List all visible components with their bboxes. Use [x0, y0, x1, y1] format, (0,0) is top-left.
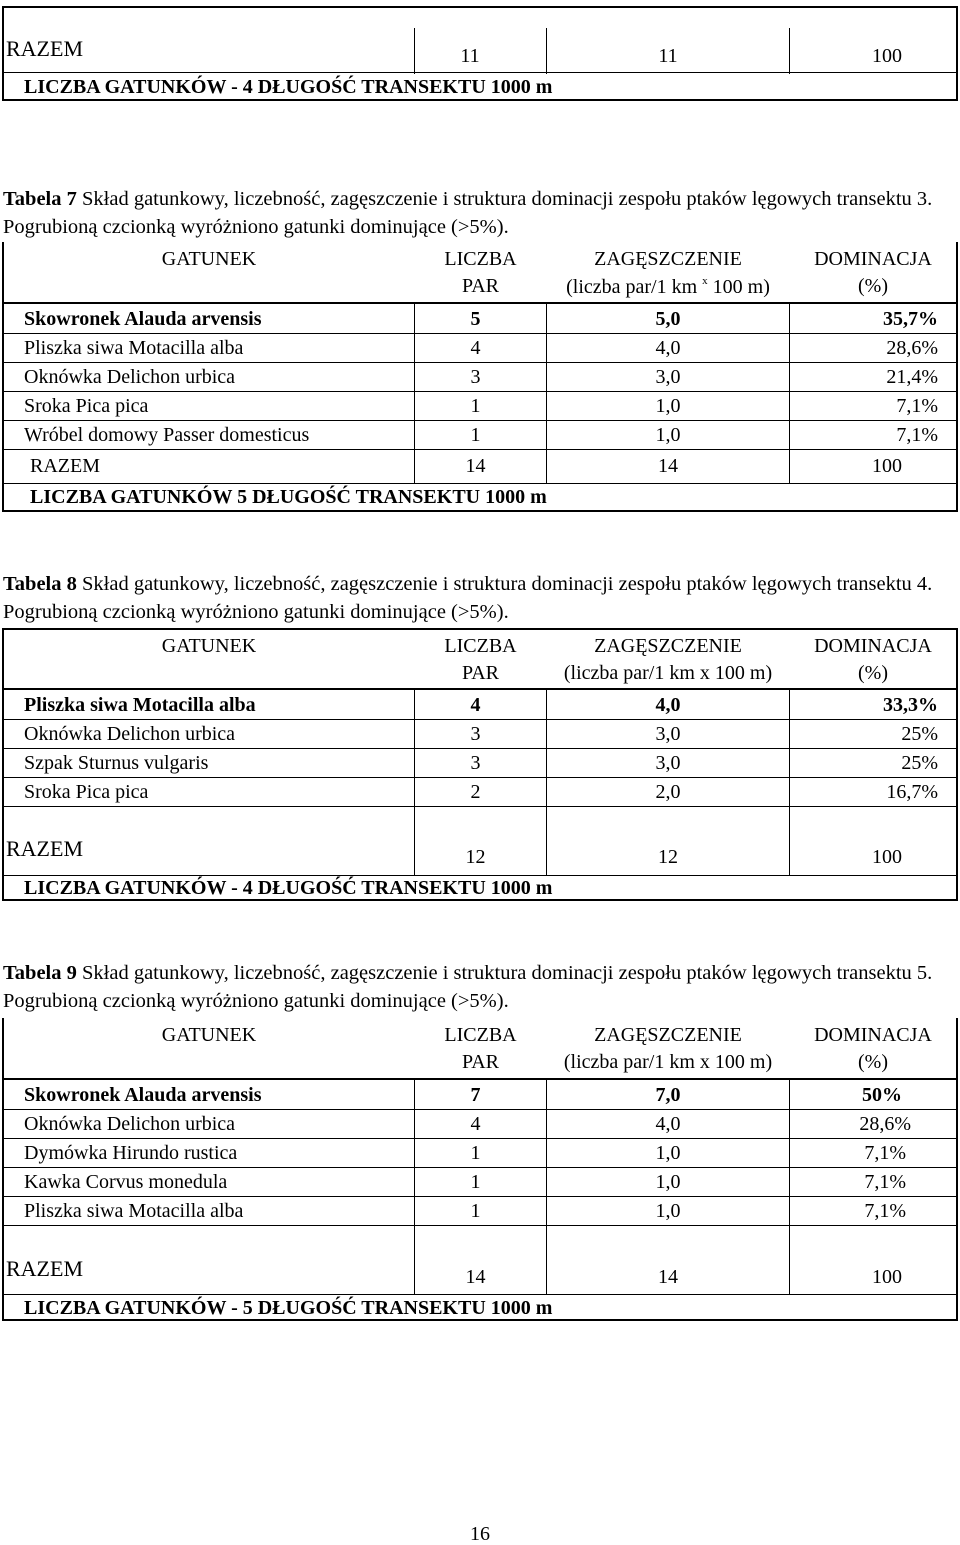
header-par: PAR: [461, 275, 500, 297]
razem-zageszczenie: 11: [658, 45, 678, 67]
table-footer: LICZBA GATUNKÓW - 4 DŁUGOŚĆ TRANSEKTU 1000 m: [24, 877, 553, 899]
cell-liczba: 4: [470, 337, 481, 359]
cell-gatunek: Sroka Pica pica: [24, 781, 149, 803]
header-zageszczenie-unit: (liczba par/1 km $^x$ 100 m): [566, 275, 770, 298]
header-dominacja: DOMINACJA: [814, 635, 932, 657]
caption-label: Tabela 8: [3, 573, 77, 595]
table-caption: [3, 570, 957, 626]
cell-dominacja: 7,1%: [896, 424, 938, 446]
cell-dominacja: 21,4%: [886, 366, 938, 388]
caption-label: Tabela 7: [3, 188, 77, 210]
cell-liczba: 3: [470, 723, 481, 745]
cell-gatunek: Pliszka siwa Motacilla alba: [24, 694, 256, 716]
cell-dominacja: 33,3%: [883, 694, 938, 716]
razem-dominacja: 100: [872, 1266, 902, 1288]
cell-gatunek: Skowronek Alauda arvensis: [24, 1084, 262, 1106]
table-caption: [3, 959, 957, 1015]
cell-gatunek: Skowronek Alauda arvensis: [24, 308, 262, 330]
cell-zageszczenie: 5,0: [655, 308, 681, 330]
cell-dominacja: 16,7%: [886, 781, 938, 803]
cell-liczba: 3: [470, 366, 481, 388]
cell-zageszczenie: 7,0: [655, 1084, 681, 1106]
cell-liczba: 3: [470, 752, 481, 774]
cell-gatunek: Pliszka siwa Motacilla alba: [24, 337, 244, 359]
caption-text: Skład gatunkowy, liczebność, zagęszczenie i struktura dominacji zespołu ptaków lęgowych transektu 5. Pogrubioną czcionką wyróżniono gatunki dominujące (>5%).: [3, 962, 933, 1012]
razem-dominacja: 100: [872, 45, 902, 67]
razem-zageszczenie: 14: [658, 1266, 678, 1288]
header-gatunek: GATUNEK: [161, 635, 257, 657]
cell-dominacja: 7,1%: [896, 395, 938, 417]
header-dominacja: DOMINACJA: [814, 1024, 932, 1046]
cell-zageszczenie: 4,0: [655, 1113, 681, 1135]
header-zageszczenie: ZAGĘSZCZENIE: [594, 248, 742, 270]
cell-zageszczenie: 4,0: [655, 694, 681, 716]
cell-dominacja: 28,6%: [886, 337, 938, 359]
header-par: PAR: [461, 1051, 500, 1073]
cell-dominacja: 25%: [901, 723, 938, 745]
cell-gatunek: Sroka Pica pica: [24, 395, 149, 417]
header-dominacja-unit: (%): [858, 662, 888, 684]
cell-dominacja: 25%: [901, 752, 938, 774]
cell-liczba: 1: [470, 1171, 481, 1193]
razem-zageszczenie: 14: [658, 455, 678, 477]
cell-liczba: 1: [470, 424, 481, 446]
cell-dominacja: 50%: [862, 1084, 902, 1106]
header-dominacja: DOMINACJA: [814, 248, 932, 270]
cell-liczba: 4: [470, 694, 481, 716]
cell-liczba: 4: [470, 1113, 481, 1135]
cell-zageszczenie: 1,0: [655, 424, 681, 446]
razem-zageszczenie: 12: [658, 846, 678, 868]
cell-gatunek: Oknówka Delichon urbica: [24, 1113, 236, 1135]
cell-dominacja: 7,1%: [864, 1171, 906, 1193]
razem-label: RAZEM: [30, 455, 100, 477]
header-liczba: LICZBA: [444, 1024, 517, 1046]
header-zageszczenie: ZAGĘSZCZENIE: [594, 635, 742, 657]
razem-dominacja: 100: [872, 455, 902, 477]
cell-zageszczenie: 3,0: [655, 366, 681, 388]
cell-zageszczenie: 1,0: [655, 1200, 681, 1222]
cell-liczba: 1: [470, 1142, 481, 1164]
razem-liczba: 14: [465, 455, 486, 477]
cell-gatunek: Dymówka Hirundo rustica: [24, 1142, 238, 1164]
caption-text: Skład gatunkowy, liczebność, zagęszczenie i struktura dominacji zespołu ptaków lęgowych transektu 3. Pogrubioną czcionką wyróżniono gatunki dominujące (>5%).: [3, 188, 933, 238]
razem-liczba: 12: [465, 846, 486, 868]
header-liczba: LICZBA: [444, 635, 517, 657]
cell-zageszczenie: 3,0: [655, 723, 681, 745]
cell-liczba: 1: [470, 395, 481, 417]
cell-dominacja: 28,6%: [859, 1113, 911, 1135]
cell-gatunek: Oknówka Delichon urbica: [24, 723, 236, 745]
razem-dominacja: 100: [872, 846, 902, 868]
table-caption: [3, 185, 957, 241]
header-zageszczenie-unit: (liczba par/1 km x 100 m): [563, 662, 773, 684]
page-number: 16: [470, 1523, 490, 1545]
razem-label: RAZEM: [6, 36, 83, 61]
cell-liczba: 5: [470, 308, 481, 330]
table-footer: LICZBA GATUNKÓW - 4 DŁUGOŚĆ TRANSEKTU 1000 m: [24, 76, 553, 98]
caption-text: Skład gatunkowy, liczebność, zagęszczenie i struktura dominacji zespołu ptaków lęgowych transektu 4. Pogrubioną czcionką wyróżniono gatunki dominujące (>5%).: [3, 573, 933, 623]
razem-liczba: 11: [460, 45, 480, 67]
cell-liczba: 7: [470, 1084, 481, 1106]
cell-zageszczenie: 1,0: [655, 1142, 681, 1164]
cell-gatunek: Oknówka Delichon urbica: [24, 366, 236, 388]
cell-gatunek: Wróbel domowy Passer domesticus: [24, 424, 310, 446]
cell-zageszczenie: 1,0: [655, 1171, 681, 1193]
razem-label: RAZEM: [6, 1256, 83, 1281]
razem-liczba: 14: [465, 1266, 486, 1288]
header-gatunek: GATUNEK: [161, 248, 257, 270]
header-zageszczenie-unit: (liczba par/1 km x 100 m): [563, 1051, 773, 1073]
cell-gatunek: Kawka Corvus monedula: [24, 1171, 228, 1193]
caption-label: Tabela 9: [3, 962, 77, 984]
cell-gatunek: Szpak Sturnus vulgaris: [24, 752, 209, 774]
cell-liczba: 1: [470, 1200, 481, 1222]
header-zageszczenie: ZAGĘSZCZENIE: [594, 1024, 742, 1046]
cell-zageszczenie: 1,0: [655, 395, 681, 417]
cell-dominacja: 7,1%: [864, 1142, 906, 1164]
table-footer: LICZBA GATUNKÓW 5 DŁUGOŚĆ TRANSEKTU 1000 m: [30, 486, 547, 508]
cell-zageszczenie: 3,0: [655, 752, 681, 774]
header-dominacja-unit: (%): [858, 1051, 888, 1073]
table-footer: LICZBA GATUNKÓW - 5 DŁUGOŚĆ TRANSEKTU 1000 m: [24, 1297, 553, 1319]
razem-label: RAZEM: [6, 836, 83, 861]
cell-gatunek: Pliszka siwa Motacilla alba: [24, 1200, 244, 1222]
cell-zageszczenie: 4,0: [655, 337, 681, 359]
header-dominacja-unit: (%): [858, 275, 888, 297]
header-liczba: LICZBA: [444, 248, 517, 270]
header-gatunek: GATUNEK: [161, 1024, 257, 1046]
cell-dominacja: 35,7%: [883, 308, 938, 330]
cell-zageszczenie: 2,0: [655, 781, 681, 803]
cell-liczba: 2: [470, 781, 481, 803]
header-par: PAR: [461, 662, 500, 684]
cell-dominacja: 7,1%: [864, 1200, 906, 1222]
